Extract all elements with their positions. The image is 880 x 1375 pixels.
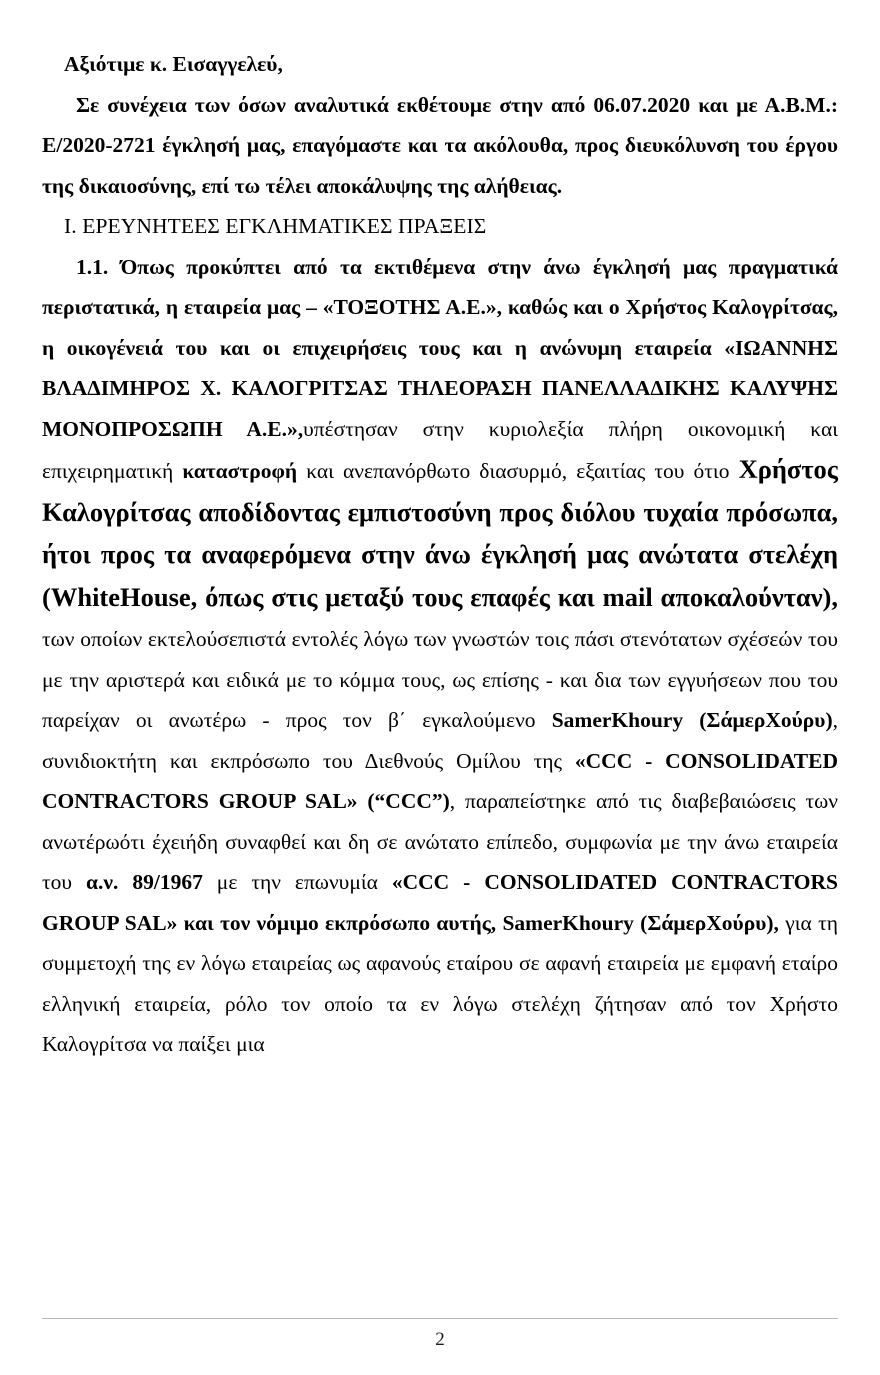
clause-text-run-9-company: «CCC - CONSOLIDATED CONTRACTORS GROUP SAL» (“CCC”) [42,748,838,813]
run-01 [108,255,120,279]
clause-text-run-6: των οποίων εκτελούσεπιστά εντολές λόγω των γνωστών τοις πάσι στενότατων σχέσεών του με την αριστερά και ειδικά με το κόμμα τους, ως επίσης - και δια των εγγυήσεων που του παρείχαν οι ανωτέρω - προς τον β΄ εγκαλούμενο [42,627,838,732]
clause-text-run-10: , παραπείστηκε από τις διαβεβαιώσεις των ανωτέρωότι έχειήδη συναφθεί και δη σε ανώτατο επίπεδο, συμφωνία με την άνω εταιρεία του [42,789,838,894]
clause-text-run-13-company: «CCC - CONSOLIDATED CONTRACTORS GROUP SAL» και τον νόμιμο εκπρόσωπο αυτής, SamerKhoury (ΣάμερΧούρυ), [42,870,838,935]
clause-text-run-11-law: α.ν. 89/1967 [86,870,203,894]
clause-text-run-7-name: SamerKhoury (ΣάμερΧούρυ) [551,708,833,732]
document-body [42,44,838,1065]
clause-text-run-2: υπέστησαν στην κυριολεξία πλήρη οικονομική και επιχειρηματική [42,416,839,483]
clause-text-run-3: καταστροφή [182,459,298,483]
main-paragraph [42,247,838,1065]
section-heading: Ι. ΕΡΕΥΝΗΤΕΕΣ ΕΓΚΛΗΜΑΤΙΚΕΣ ΠΡΑΞΕΙΣ [64,214,487,238]
intro-paragraph: Σε συνέχεια των όσων αναλυτικά εκθέτουμε στην από 06.07.2020 και με Α.Β.Μ.: Ε/2020-2721 έγκλησή μας, επαγόμαστε και τα ακόλουθα, προς διευκόλυνση του έργου της δικαιοσύνης, επί τω τέλει αποκάλυψης της αλήθειας. [42,92,838,198]
clause-text-run-14: για τη συμμετοχή της εν λόγω εταιρείας ως αφανούς εταίρου σε αφανή εταιρεία με εμφανή εταίρο ελληνική εταιρεία, ρόλο τον οποίο τα εν λόγω στελέχη ζήτησαν από τον Χρήστο Καλογρίτσα να παίξει μια [42,910,838,1056]
page-footer [42,1318,838,1351]
footer-divider [42,1318,838,1319]
page-number: 2 [435,1329,445,1350]
clause-text-run-5-emphasis: Χρήστος Καλογρίτσας αποδίδοντας εμπιστοσύνη προς διόλου τυχαία πρόσωπα, ήτοι προς τα αναφερόμενα στην άνω έγκλησή μας ανώτατα στελέχη (WhiteHouse, όπως στις μεταξύ τους επαφές και mail αποκαλούνταν), [42,454,838,612]
clause-text-run-12: με την επωνυμία [202,870,392,894]
salutation-line: Αξιότιμε κ. Εισαγγελεύ, [64,52,283,76]
clause-text-run-4: και ανεπανόρθωτο διασυρμό, εξαιτίας του ότιο [297,459,739,483]
clause-text-run-1: Όπως προκύπτει από τα εκτιθέμενα στην άνω έγκλησή μας πραγματικά περιστατικά, η εταιρεία μας – «ΤΟΞΟΤΗΣ Α.Ε.», καθώς και ο Χρήστος Καλογρίτσας, η οικογένειά του και οι επιχειρήσεις τους και η ανώνυμη εταιρεία «ΙΩΑΝΝΗΣ ΒΛΑΔΙΜΗΡΟΣ Χ. ΚΑΛΟΓΡΙΤΣΑΣ ΤΗΛΕΟΡΑΣΗ ΠΑΝΕΛΛΑΔΙΚΗΣ ΚΑΛΥΨΗΣ ΜΟΝΟΠΡΟΣΩΠΗ Α.Ε.», [42,254,839,441]
clause-number: 1.1. [76,254,109,279]
clause-text-run-8: , συνιδιοκτήτη και εκπρόσωπο του Διεθνούς Ομίλου της [42,708,838,773]
